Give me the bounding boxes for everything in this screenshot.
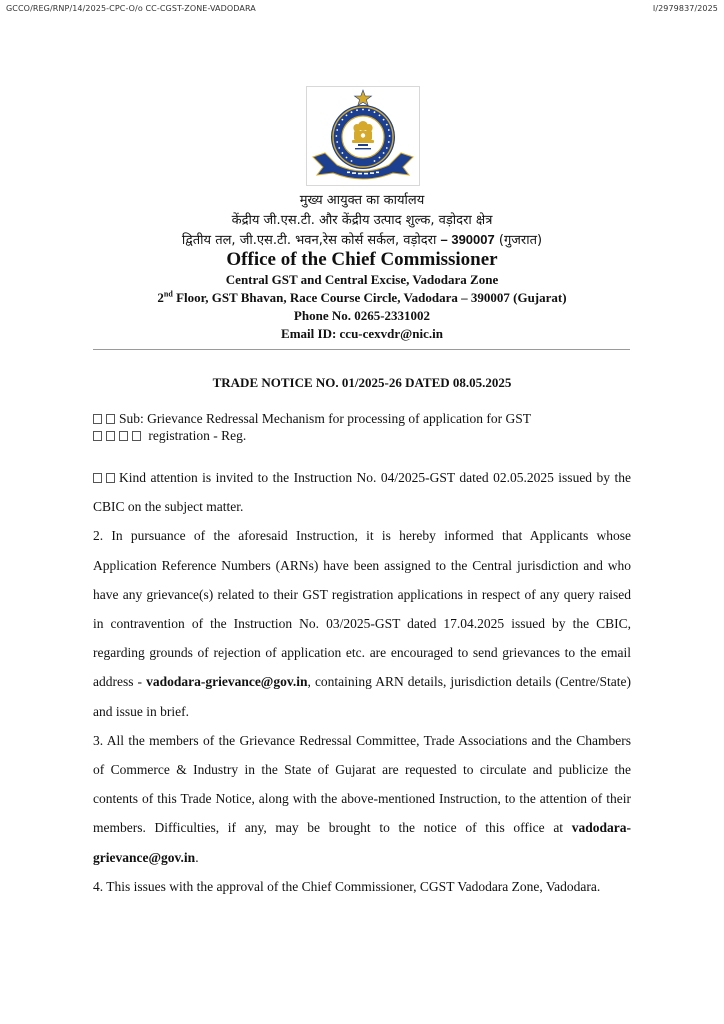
subject-text-2: registration - Reg. [148,428,247,443]
hindi-office-name: मुख्य आयुक्त का कार्यालय [299,193,425,208]
hindi-address-prefix: द्वितीय तल, जी.एस.टी. भवन,रेस कोर्स सर्कल, वड़ोदरा [181,233,437,248]
missing-glyph-icon [106,473,115,483]
missing-glyph-icon [106,414,115,424]
paragraph-1-text: Kind attention is invited to the Instruction No. 04/2025-GST dated 02.05.2025 issued by the CBIC on the subject matter. [93,470,631,515]
paragraph-4: 4. This issues with the approval of the Chief Commissioner, CGST Vadodara Zone, Vadodara. [93,878,601,894]
subject-line-2 [93,428,246,444]
emblem-star-icon [355,90,372,106]
paragraph-2-tail: , containing ARN details, jurisdiction details (Centre/State) and issue in brief. [93,674,631,719]
hindi-zone-name: केंद्रीय जी.एस.टी. और केंद्रीय उत्पाद शुल्क, वड़ोदरा क्षेत्र [231,213,493,228]
paragraph-1 [93,463,631,521]
notice-body [93,463,631,901]
hindi-address [0,230,724,248]
office-address [0,290,724,306]
hindi-address-pin: – 390007 [440,232,495,247]
subject-text-1: Sub: Grievance Redressal Mechanism for processing of application for GST [119,411,532,426]
paragraph-3-tail: . [195,849,199,865]
grievance-email-link[interactable]: vadodara-grievance@gov.in [93,820,631,865]
missing-glyph-icon [93,431,102,441]
missing-glyph-icon [119,431,128,441]
missing-glyph-icon [93,414,102,424]
paragraph-2-text: 2. In pursuance of the aforesaid Instruction, it is hereby informed that Applicants whose Application Reference Numbers (ARNs) have been assigned to the Central jurisdiction and who have any grievance(s) related to their GST registration applications in respect of any query raised in contravention of the Instruction No. 03/2025-GST dated 17.04.2025 issued by the CBIC, regarding grounds of rejection of application etc. are encouraged to send grievances to the email address - [93,528,631,690]
address-floor: 2 [157,290,164,305]
grievance-email-link[interactable]: vadodara-grievance@gov.in [146,674,308,690]
file-reference-header: GCCO/REG/RNP/14/2025-CPC-O/o CC-CGST-ZONE-VADODARA [6,4,256,13]
office-phone: Phone No. 0265-2331002 [293,308,431,323]
subject-line-1 [93,411,531,427]
missing-glyph-icon [132,431,141,441]
office-email: Email ID: ccu-cexvdr@nic.in [281,326,443,341]
missing-glyph-icon [106,431,115,441]
cbec-emblem [306,86,420,186]
trade-notice-title: TRADE NOTICE NO. 01/2025-26 DATED 08.05.2025 [212,375,512,390]
address-rest: Floor, GST Bhavan, Race Course Circle, Vadodara – 390007 (Gujarat) [176,290,567,305]
paragraph-3-text: 3. All the members of the Grievance Redressal Committee, Trade Associations and the Chambers of Commerce & Industry in the State of Gujarat are requested to circulate and publicize the contents of this Trade Notice, along with the above-mentioned Instruction, to the attention of their members. Difficulties, if any, may be brought to the notice of this office at [93,732,631,836]
zone-name: Central GST and Central Excise, Vadodara Zone [225,272,499,287]
address-floor-suffix: nd [163,289,173,299]
header-divider [93,349,630,350]
hindi-address-suffix: (गुजरात) [498,233,543,248]
paragraph-2 [93,521,631,725]
missing-glyph-icon [93,473,102,483]
paragraph-3 [93,726,631,872]
document-number-header: I/2979837/2025 [652,4,718,13]
office-title: Office of the Chief Commissioner [226,249,498,270]
